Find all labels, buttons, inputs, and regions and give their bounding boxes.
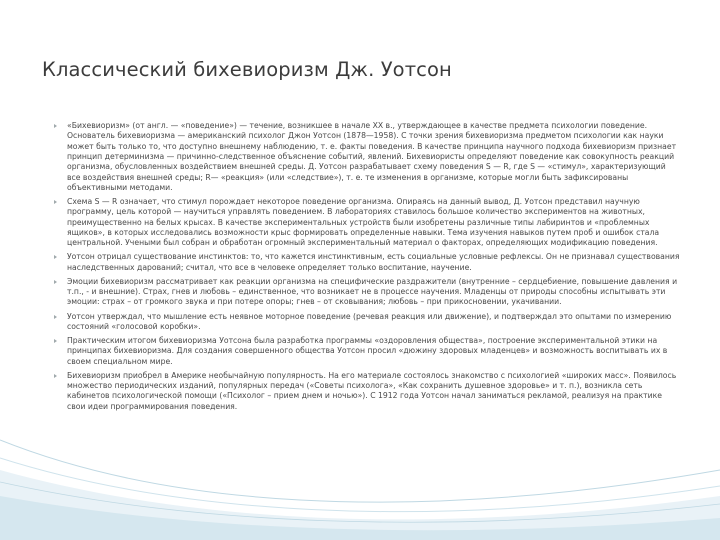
bullet-arrow-icon <box>54 374 57 378</box>
bullet-text: Практическим итогом бихевиоризма Уотсона была разработка программы «оздоровления общества», построение экспериментальной этики на принципах бихевиоризма. Для создания совершенного общества Уотсон просил «дюжину здоровых младенцев» и возможность воспитывать их в своем специальном мире. <box>67 335 668 366</box>
bullet-item <box>58 277 680 308</box>
bullet-item <box>58 252 680 273</box>
bullet-arrow-icon <box>54 255 57 259</box>
bullet-text: Уотсон утверждал, что мышление есть неявное моторное поведение (речевая реакция или движение), и подтверждал это опытами по измерению состояний «голосовой коробки». <box>67 311 672 331</box>
bullet-item <box>58 371 680 412</box>
bullet-text: Бихевиоризм приобрел в Америке необычайную популярность. На его материале состоялось знакомство с психологией «широких масс». Появилось множество периодических изданий, популярных передач («Советы психолога», «Как сохранить душевное здоровье» и т. п.), возникла сеть кабинетов психологической помощи («Психолог – прием днем и ночью»). С 1912 года Уотсон начал заниматься рекламой, реализуя на практике свои идеи программирования поведения. <box>67 370 677 411</box>
bullet-item <box>58 336 680 367</box>
bullet-arrow-icon <box>54 124 57 128</box>
bullet-item <box>58 312 680 333</box>
bottom-wave-decoration <box>0 400 720 540</box>
bullet-text: Уотсон отрицал существование инстинктов: то, что кажется инстинктивным, есть социальные условные рефлексы. Он не признавал существования наследственных дарований; считал, что все в человеке определяет только воспитание, научение. <box>67 252 680 272</box>
bullet-arrow-icon <box>54 315 57 319</box>
bullet-arrow-icon <box>54 339 57 343</box>
bullet-text: Схема S — R означает, что стимул порождает некоторое поведение организма. Опираясь на данный вывод, Д. Уотсон представил научную программу, цель которой — научиться управлять поведением. В лабораториях ставилось большое количество экспериментов на животных, преимущественно на белых крысах. В качестве экспериментальных устройств были изобретены различные типы лабиринтов и «проблемных ящиков», в которых исследовались возможности крыс формировать определенные навыки. Тема изучения навыков путем проб и ошибок стала центральной. Учеными был собран и обработан огромный экспериментальный материал о факторах, определяющих модификацию поведения. <box>67 196 660 248</box>
bullet-text: Эмоции бихевиоризм рассматривает как реакции организма на специфические раздражители (внутренние – сердцебиение, повышение давления и т.п., - и внешние). Страх, гнев и любовь – единственное, что возникает не в процессе научения. Младенцы от природы способны испытывать эти эмоции: страх – от громкого звука и при потере опоры; гнев – от сковывания; любовь – при прикосновении, укачивании. <box>67 276 678 307</box>
bullet-item <box>58 121 680 193</box>
bullet-list <box>58 121 680 416</box>
slide-title: Классический бихевиоризм Дж. Уотсон <box>42 58 452 81</box>
bullet-item <box>58 197 680 249</box>
bullet-arrow-icon <box>54 200 57 204</box>
bullet-text: «Бихевиоризм» (от англ. — «поведение») — течение, возникшее в начале XX в., утверждающее в качестве предмета психологии поведение. Основатель бихевиоризма — американский психолог Джон Уотсон (1878—1958). С точки зрения бихевиоризма предметом психологии как науки может быть только то, что доступно внешнему наблюдению, т. е. факты поведения. В качестве принципа научного подхода бихевиоризм признает принцип детерминизма — причинно-следственное объяснение событий, явлений. Бихевиористы определяют поведение как совокупность реакций организма, обусловленных воздействием внешней среды. Д. Уотсон разрабатывает схему поведения S — R, где S — «стимул», характеризующий все воздействия внешней среды; R— «реакция» (или «следствие»), т. е. те изменения в организме, которые могли быть зафиксированы объективными методами. <box>67 121 677 192</box>
bullet-arrow-icon <box>54 280 57 284</box>
